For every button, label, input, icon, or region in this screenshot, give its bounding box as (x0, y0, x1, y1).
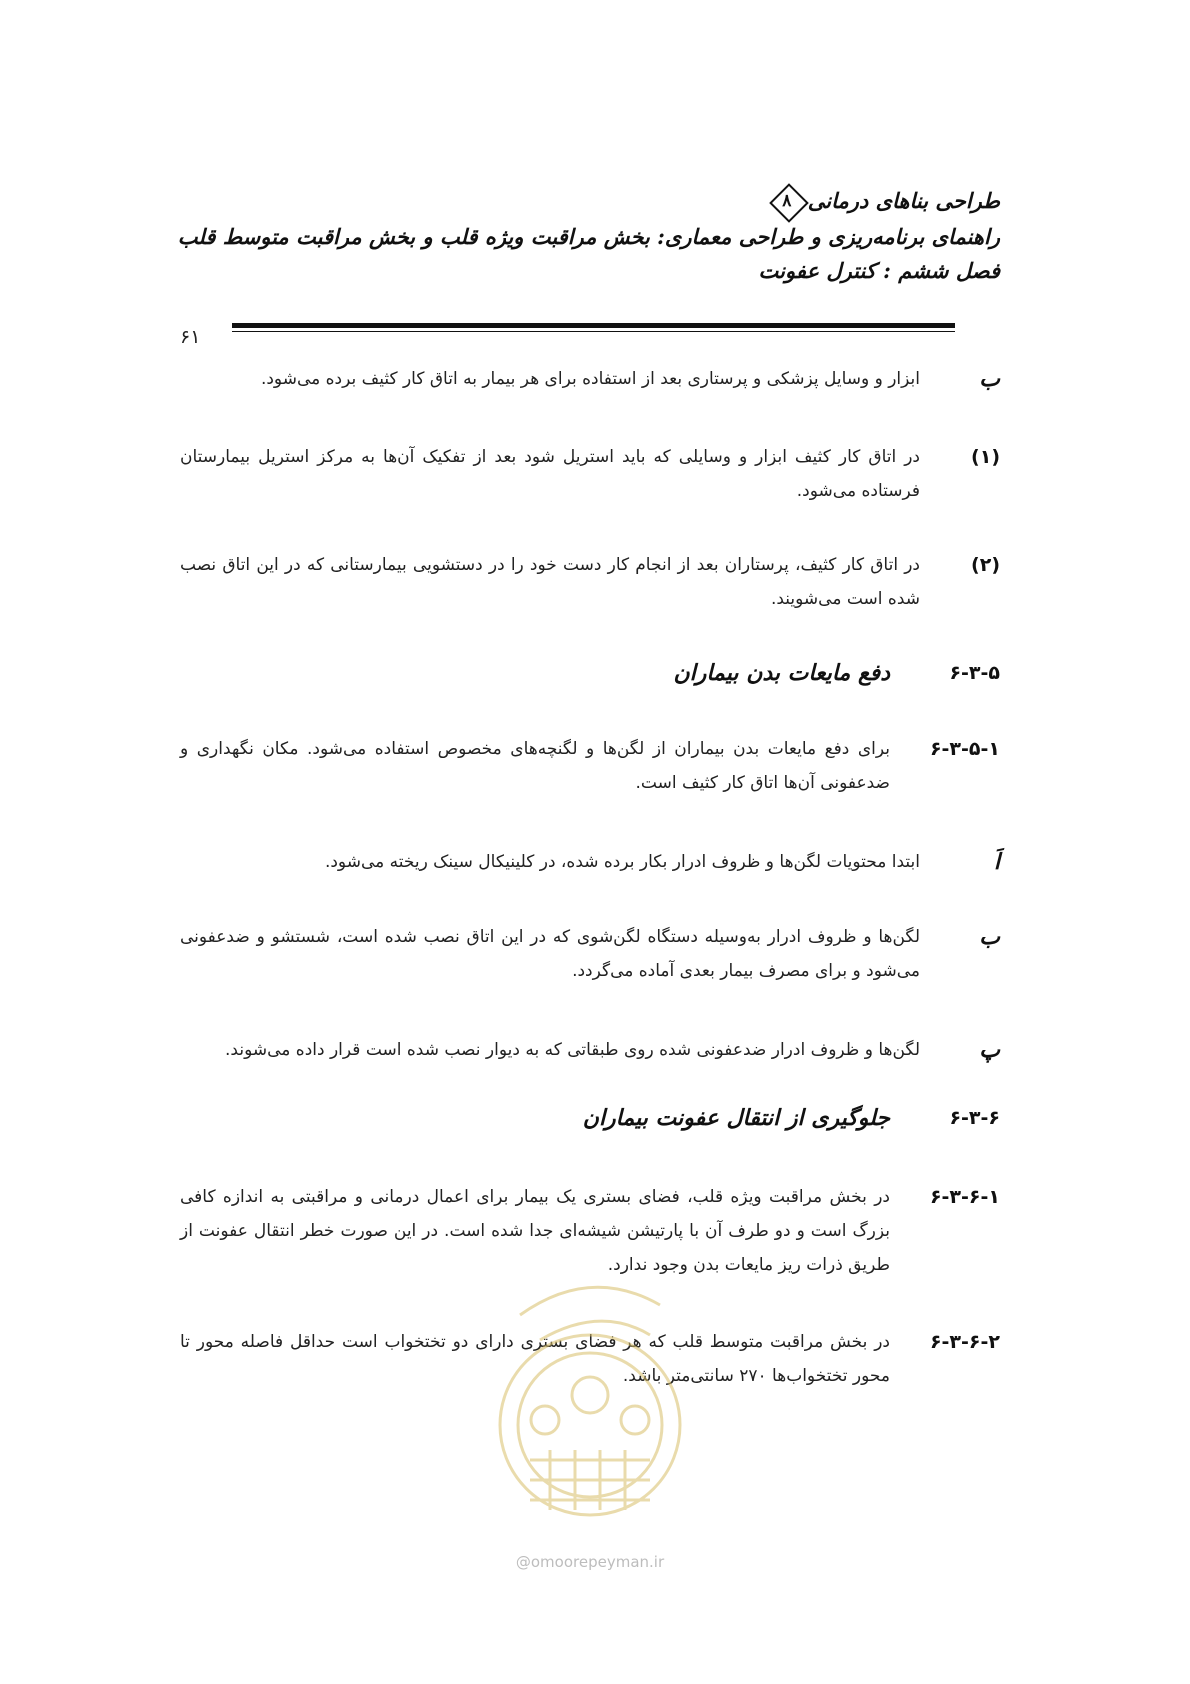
list-item (180, 1033, 1000, 1067)
section-title: دفع مایعات بدن بیماران (673, 660, 890, 686)
item-text: در اتاق کار کثیف، پرستاران بعد از انجام کار دست خود را در دستشویی بیمارستانی که در این اتاق نصب شده است می‌شویند. (180, 555, 920, 609)
item-label: ب (979, 924, 1000, 950)
page-number: ۶۱ (180, 326, 201, 348)
clause-number: ۶-۳-۶-۱ (929, 1186, 1000, 1208)
item-label: (۲) (971, 554, 1000, 576)
section-number: ۶-۳-۵ (949, 662, 1000, 684)
watermark-text: @omoorepeyman.ir (515, 1553, 665, 1571)
chapter-title: فصل ششم : کنترل عفونت (758, 258, 1000, 283)
clause (180, 1325, 1000, 1393)
list-item (180, 362, 1000, 396)
item-label: ب (979, 366, 1000, 392)
item-label: (۱) (971, 446, 1000, 468)
watermark-logo (490, 1245, 690, 1575)
item-text: لگن‌ها و ظروف ادرار به‌وسیله دستگاه لگن‌شوی که در این اتاق نصب شده است، شستشو و ضدعفونی می‌شود و برای مصرف بیمار بعدی آماده می‌گردد. (180, 927, 920, 981)
list-item (180, 920, 1000, 988)
series-title: طراحی بناهای درمانی (807, 188, 1000, 213)
clause-text: در بخش مراقبت ویژه قلب، فضای بستری یک بیمار برای اعمال درمانی و مراقبتی به اندازه کافی بزرگ است و دو طرف آن با پارتیشن شیشه‌ای جدا شده است. در این صورت خطر انتقال عفونت از طریق ذرات ریز مایعات بدن وجود ندارد. (180, 1187, 890, 1275)
clause-text: برای دفع مایعات بدن بیماران از لگن‌ها و لگنچه‌های مخصوص استفاده می‌شود. مکان نگهداری و ضدعفونی آن‌ها اتاق کار کثیف است. (180, 739, 890, 793)
item-text: ابتدا محتویات لگن‌ها و ظروف ادرار بکار برده شده، در کلینیکال سینک ریخته می‌شود. (324, 852, 920, 872)
document-header (177, 182, 1000, 288)
list-item (180, 440, 1000, 508)
section-heading (180, 660, 1000, 686)
header-rule-thick (232, 323, 955, 328)
clause (180, 732, 1000, 800)
section-number: ۶-۳-۶ (949, 1107, 1000, 1129)
list-item (180, 845, 1000, 879)
item-text: در اتاق کار کثیف ابزار و وسایلی که باید استریل شود بعد از تفکیک آن‌ها به مرکز استریل بیمارستان فرستاده می‌شود. (180, 447, 920, 501)
clause-number: ۶-۳-۵-۱ (929, 738, 1000, 760)
item-label: پ (979, 1037, 1000, 1063)
volume-number: ۸ (782, 191, 792, 211)
section-heading (180, 1105, 1000, 1131)
list-item (180, 548, 1000, 616)
section-title: جلوگیری از انتقال عفونت بیماران (582, 1105, 890, 1131)
item-text: ابزار و وسایل پزشکی و پرستاری بعد از استفاده برای هر بیمار به اتاق کار کثیف برده می‌شود. (260, 369, 920, 389)
document-subtitle: راهنمای برنامه‌ریزی و طراحی معماری: بخش مراقبت ویژه قلب و بخش مراقبت متوسط قلب (177, 224, 1000, 249)
clause-number: ۶-۳-۶-۲ (929, 1331, 1000, 1353)
clause (180, 1180, 1000, 1282)
item-text: لگن‌ها و ظروف ادرار ضدعفونی شده روی طبقاتی که به دیوار نصب شده است قرار داده می‌شوند. (225, 1040, 920, 1060)
header-rule-thin (232, 331, 955, 332)
clause-text: در بخش مراقبت متوسط قلب که هر فضای بستری دارای دو تختخواب است حداقل فاصله محور تا محور تختخواب‌ها ۲۷۰ سانتی‌متر باشد. (180, 1332, 890, 1386)
item-label: اَ (993, 849, 1000, 875)
series-title-row (180, 182, 1000, 220)
volume-badge (768, 182, 806, 220)
